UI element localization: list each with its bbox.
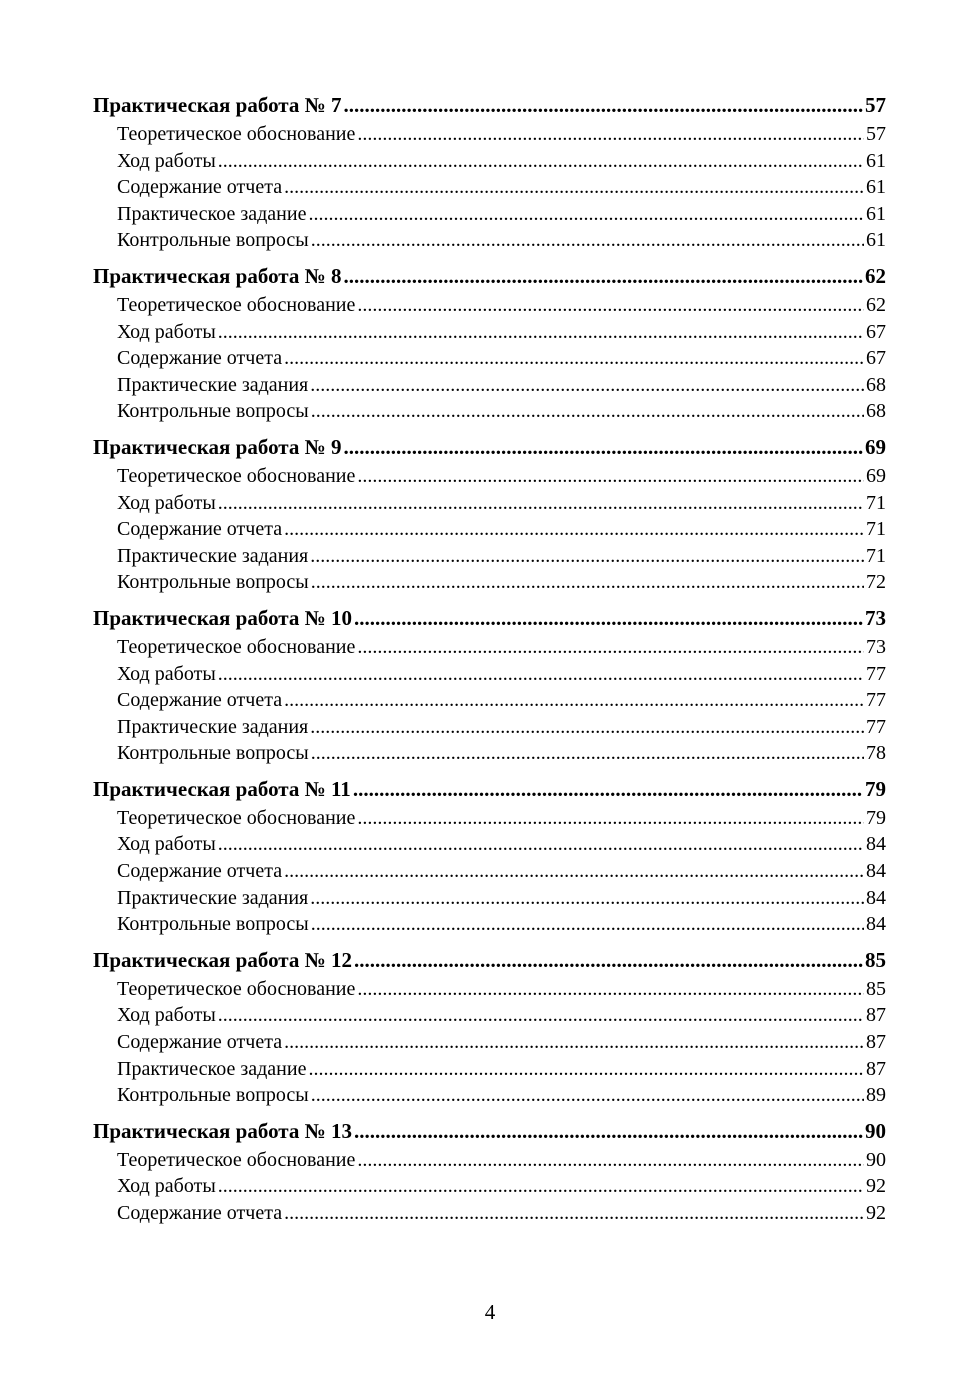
toc-heading-title: Практическая работа № 13 <box>93 1118 352 1143</box>
toc-entry-title: Контрольные вопросы <box>117 229 309 252</box>
toc-entry-page: 79 <box>866 806 886 829</box>
toc-heading-title: Практическая работа № 11 <box>93 776 351 801</box>
toc-entry[interactable] <box>93 398 886 425</box>
toc-heading[interactable] <box>93 774 886 805</box>
toc-heading-page: 85 <box>865 947 886 972</box>
toc-entry-page: 67 <box>866 347 886 370</box>
dot-leader <box>357 121 864 148</box>
dot-leader <box>284 174 864 201</box>
toc-section-8 <box>93 261 886 425</box>
dot-leader <box>284 1200 864 1227</box>
toc-entry[interactable] <box>93 634 886 661</box>
toc-entry-page: 89 <box>866 1084 886 1107</box>
dot-leader <box>218 1173 864 1200</box>
toc-entry[interactable] <box>93 831 886 858</box>
toc-entry[interactable] <box>93 805 886 832</box>
dot-leader <box>357 292 864 319</box>
toc-entry[interactable] <box>93 345 886 372</box>
toc-entry-page: 69 <box>866 464 886 487</box>
toc-entry-title: Ход работы <box>117 149 216 172</box>
toc-entry[interactable] <box>93 687 886 714</box>
toc-entry-title: Практическое задание <box>117 202 307 225</box>
dot-leader <box>343 261 863 292</box>
toc-entry[interactable] <box>93 976 886 1003</box>
toc-entry[interactable] <box>93 1002 886 1029</box>
dot-leader <box>284 858 864 885</box>
toc-entry-page: 61 <box>866 176 886 199</box>
toc-heading-title: Практическая работа № 10 <box>93 605 352 630</box>
toc-entry-page: 77 <box>866 689 886 712</box>
toc-entry-title: Контрольные вопросы <box>117 1084 309 1107</box>
dot-leader <box>357 634 864 661</box>
toc-entry-title: Контрольные вопросы <box>117 400 309 423</box>
toc-entry[interactable] <box>93 1173 886 1200</box>
dot-leader <box>357 463 864 490</box>
toc-entry-title: Содержание отчета <box>117 176 283 199</box>
toc-entry-title: Содержание отчета <box>117 347 283 370</box>
toc-entry-title: Ход работы <box>117 833 216 856</box>
toc-entry-page: 67 <box>866 320 886 343</box>
dot-leader <box>311 911 864 938</box>
toc-entry[interactable] <box>93 372 886 399</box>
toc-entry-page: 71 <box>866 544 886 567</box>
dot-leader <box>308 201 864 228</box>
toc-heading-page: 69 <box>865 434 886 459</box>
toc-entry-page: 77 <box>866 662 886 685</box>
toc-heading[interactable] <box>93 945 886 976</box>
toc-entry-title: Теоретическое обоснование <box>117 464 356 487</box>
toc-entry-title: Содержание отчета <box>117 1202 283 1224</box>
toc-entry[interactable] <box>93 740 886 767</box>
toc-section-10 <box>93 603 886 767</box>
toc-entry-page: 71 <box>866 518 886 541</box>
toc-entry[interactable] <box>93 1082 886 1109</box>
toc-entry[interactable] <box>93 885 886 912</box>
toc-entry[interactable] <box>93 319 886 346</box>
toc-entry-title: Контрольные вопросы <box>117 742 309 765</box>
toc-entry-page: 85 <box>866 977 886 1000</box>
toc-entry-title: Теоретическое обоснование <box>117 293 356 316</box>
toc-entry-title: Содержание отчета <box>117 518 283 541</box>
toc-heading-page: 62 <box>865 263 886 288</box>
toc-entry-title: Содержание отчета <box>117 860 283 883</box>
toc-entry[interactable] <box>93 201 886 228</box>
toc-entry[interactable] <box>93 569 886 596</box>
toc-entry[interactable] <box>93 121 886 148</box>
toc-entry-page: 72 <box>866 571 886 594</box>
dot-leader <box>357 1147 864 1174</box>
toc-section-7 <box>93 90 886 254</box>
toc-entry-page: 92 <box>866 1202 886 1224</box>
toc-entry-title: Практические задания <box>117 373 309 396</box>
toc-heading[interactable] <box>93 261 886 292</box>
toc-entry[interactable] <box>93 1056 886 1083</box>
toc-entry-page: 87 <box>866 1057 886 1080</box>
toc-entry-title: Теоретическое обоснование <box>117 635 356 658</box>
dot-leader <box>353 774 863 805</box>
toc-heading-title: Практическая работа № 9 <box>93 434 342 459</box>
toc-entry-page: 73 <box>866 635 886 658</box>
toc-entry[interactable] <box>93 148 886 175</box>
dot-leader <box>357 805 864 832</box>
toc-entry-title: Содержание отчета <box>117 689 283 712</box>
dot-leader <box>218 1002 864 1029</box>
toc-entry-title: Теоретическое обоснование <box>117 123 356 145</box>
toc-entry-title: Практические задания <box>117 544 309 567</box>
dot-leader <box>311 569 864 596</box>
dot-leader <box>311 1082 864 1109</box>
toc-entry[interactable] <box>93 490 886 517</box>
dot-leader <box>218 319 864 346</box>
dot-leader <box>357 976 864 1003</box>
toc-entry-page: 61 <box>866 229 886 252</box>
dot-leader <box>343 90 863 121</box>
toc-entry-page: 77 <box>866 715 886 738</box>
toc-entry-page: 61 <box>866 149 886 172</box>
dot-leader <box>284 1029 864 1056</box>
toc-heading-page: 79 <box>865 776 886 801</box>
toc-entry-page: 84 <box>866 886 886 909</box>
toc-entry-title: Ход работы <box>117 1175 216 1198</box>
toc-entry-title: Ход работы <box>117 320 216 343</box>
toc-entry[interactable] <box>93 858 886 885</box>
dot-leader <box>310 372 864 399</box>
table-of-contents <box>93 90 886 1234</box>
toc-heading[interactable] <box>93 603 886 634</box>
toc-entry[interactable] <box>93 911 886 938</box>
dot-leader <box>354 603 863 634</box>
toc-entry-title: Теоретическое обоснование <box>117 977 356 1000</box>
dot-leader <box>311 740 864 767</box>
toc-section-12 <box>93 945 886 1109</box>
toc-entry-title: Контрольные вопросы <box>117 913 309 936</box>
toc-entry-page: 62 <box>866 293 886 316</box>
dot-leader <box>284 516 864 543</box>
toc-entry-title: Ход работы <box>117 491 216 514</box>
toc-heading-title: Практическая работа № 12 <box>93 947 352 972</box>
toc-heading-title: Практическая работа № 7 <box>93 93 342 117</box>
toc-heading[interactable] <box>93 432 886 463</box>
toc-entry-page: 84 <box>866 833 886 856</box>
dot-leader <box>218 490 864 517</box>
dot-leader <box>311 227 864 254</box>
toc-heading-page: 73 <box>865 605 886 630</box>
toc-entry[interactable] <box>93 292 886 319</box>
dot-leader <box>311 398 864 425</box>
toc-entry[interactable] <box>93 1147 886 1174</box>
toc-entry-page: 68 <box>866 373 886 396</box>
toc-entry[interactable] <box>93 1200 886 1227</box>
toc-entry-title: Ход работы <box>117 1004 216 1027</box>
dot-leader <box>310 543 864 570</box>
toc-entry-title: Контрольные вопросы <box>117 571 309 594</box>
toc-entry-title: Практические задания <box>117 886 309 909</box>
toc-entry-page: 90 <box>866 1148 886 1171</box>
toc-heading-page: 90 <box>865 1118 886 1143</box>
toc-heading-page: 57 <box>865 93 886 117</box>
toc-heading[interactable] <box>93 90 886 121</box>
toc-entry-title: Практические задания <box>117 715 309 738</box>
toc-entry[interactable] <box>93 543 886 570</box>
toc-entry[interactable] <box>93 227 886 254</box>
dot-leader <box>284 687 864 714</box>
dot-leader <box>354 945 863 976</box>
dot-leader <box>284 345 864 372</box>
toc-entry-title: Практическое задание <box>117 1057 307 1080</box>
toc-entry-page: 87 <box>866 1004 886 1027</box>
dot-leader <box>354 1116 863 1147</box>
toc-section-13 <box>93 1116 886 1227</box>
toc-entry-title: Ход работы <box>117 662 216 685</box>
page-number: 4 <box>484 1300 496 1324</box>
toc-entry-page: 78 <box>866 742 886 765</box>
toc-entry[interactable] <box>93 516 886 543</box>
toc-entry-page: 87 <box>866 1031 886 1054</box>
dot-leader <box>218 831 864 858</box>
toc-entry-page: 84 <box>866 860 886 883</box>
toc-entry-page: 84 <box>866 913 886 936</box>
toc-entry-page: 57 <box>866 123 886 145</box>
toc-entry-page: 68 <box>866 400 886 423</box>
toc-entry[interactable] <box>93 661 886 688</box>
toc-section-9 <box>93 432 886 596</box>
toc-entry[interactable] <box>93 463 886 490</box>
toc-section-11 <box>93 774 886 938</box>
toc-entry-title: Теоретическое обоснование <box>117 1148 356 1171</box>
toc-entry-page: 92 <box>866 1175 886 1198</box>
dot-leader <box>218 661 864 688</box>
dot-leader <box>343 432 863 463</box>
dot-leader <box>310 714 864 741</box>
toc-entry-title: Содержание отчета <box>117 1031 283 1054</box>
toc-entry-page: 71 <box>866 491 886 514</box>
toc-entry[interactable] <box>93 174 886 201</box>
dot-leader <box>218 148 864 175</box>
toc-heading[interactable] <box>93 1116 886 1147</box>
dot-leader <box>308 1056 864 1083</box>
toc-entry[interactable] <box>93 1029 886 1056</box>
toc-entry[interactable] <box>93 714 886 741</box>
toc-entry-title: Теоретическое обоснование <box>117 806 356 829</box>
toc-entry-page: 61 <box>866 202 886 225</box>
toc-heading-title: Практическая работа № 8 <box>93 263 342 288</box>
dot-leader <box>310 885 864 912</box>
